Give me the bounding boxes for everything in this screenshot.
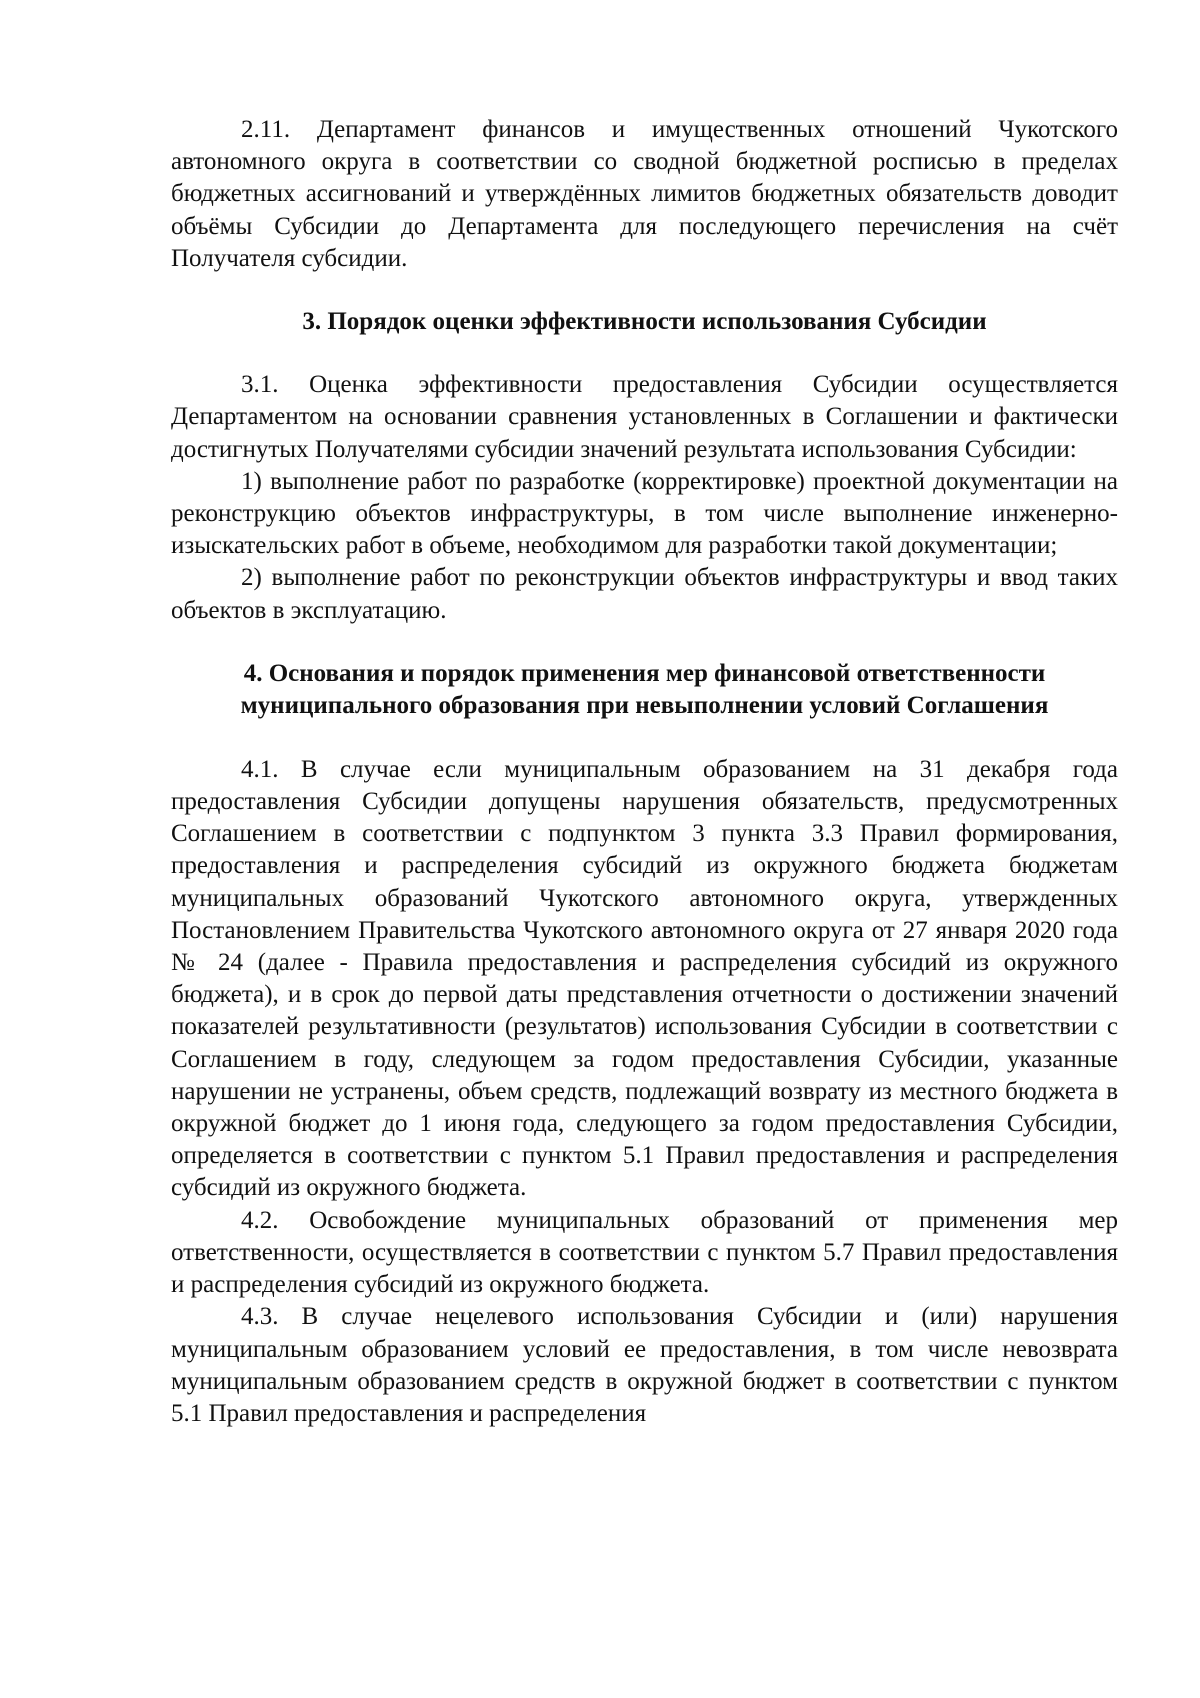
- list-item-2: 2) выполнение работ по реконструкции объектов инфраструктуры и ввод таких объектов в эксплуатацию.: [171, 564, 1118, 624]
- section-4-heading-line-2: муниципального образования при невыполнении условий Соглашения: [240, 692, 1049, 720]
- paragraph-4-2: 4.2. Освобождение муниципальных образований от применения мер ответственности, осуществляется в соответствии с пунктом 5.7 Правил предоставления и распределения субсидий из окружного бюджета.: [171, 1206, 1118, 1299]
- paragraph-2-11: 2.11. Департамент финансов и имущественных отношений Чукотского автономного округа в соответствии со сводной бюджетной росписью в пределах бюджетных ассигнований и утверждённых лимитов бюджетных обязательств доводит объёмы Субсидии до Департамента для последующего перечисления на счёт Получателя субсидии.: [171, 116, 1118, 272]
- list-item-1: 1) выполнение работ по разработке (корректировке) проектной документации на реконструкцию объектов инфраструктуры, в том числе выполнение инженерно-изыскательских работ в объеме, необходимом для разработки такой документации;: [171, 467, 1118, 560]
- paragraph-3-1: 3.1. Оценка эффективности предоставления Субсидии осуществляется Департаментом на основании сравнения установленных в Соглашении и фактически достигнутых Получателями субсидии значений результата использования Субсидии:: [171, 371, 1118, 463]
- section-4-heading-line-1: 4. Основания и порядок применения мер финансовой ответственности: [243, 659, 1046, 687]
- section-4-heading: [171, 658, 1118, 723]
- section-3-heading: 3. Порядок оценки эффективности использования Субсидии: [302, 308, 987, 336]
- paragraph-4-1: 4.1. В случае если муниципальным образованием на 31 декабря года предоставления Субсидии допущены нарушения обязательств, предусмотренных Соглашением в соответствии с подпунктом 3 пункта 3.3 Правил формирования, предоставления и распределения субсидий из окружного бюджета бюджетам муниципальных образований Чукотского автономного округа, утвержденных Постановлением Правительства Чукотского автономного округа от 27 января 2020 года № 24 (далее - Правила предоставления и распределения субсидий из окружного бюджета), и в срок до первой даты представления отчетности о достижении значений показателей результативности (результатов) использования Субсидии в соответствии с Соглашением в году, следующем за годом предоставления Субсидии, указанные нарушении не устранены, объем средств, подлежащий возврату из местного бюджета в окружной бюджет до 1 июня года, следующего за годом предоставления Субсидии, определяется в соответствии с пунктом 5.1 Правил предоставления и распределения субсидий из окружного бюджета.: [171, 755, 1118, 1202]
- document-page: [171, 114, 1118, 1430]
- paragraph-4-3: 4.3. В случае нецелевого использования Субсидии и (или) нарушения муниципальным образованием условий ее предоставления, в том числе невозврата муниципальным образованием средств в окружной бюджет в соответствии с пунктом 5.1 Правил предоставления и распределения: [171, 1303, 1118, 1427]
